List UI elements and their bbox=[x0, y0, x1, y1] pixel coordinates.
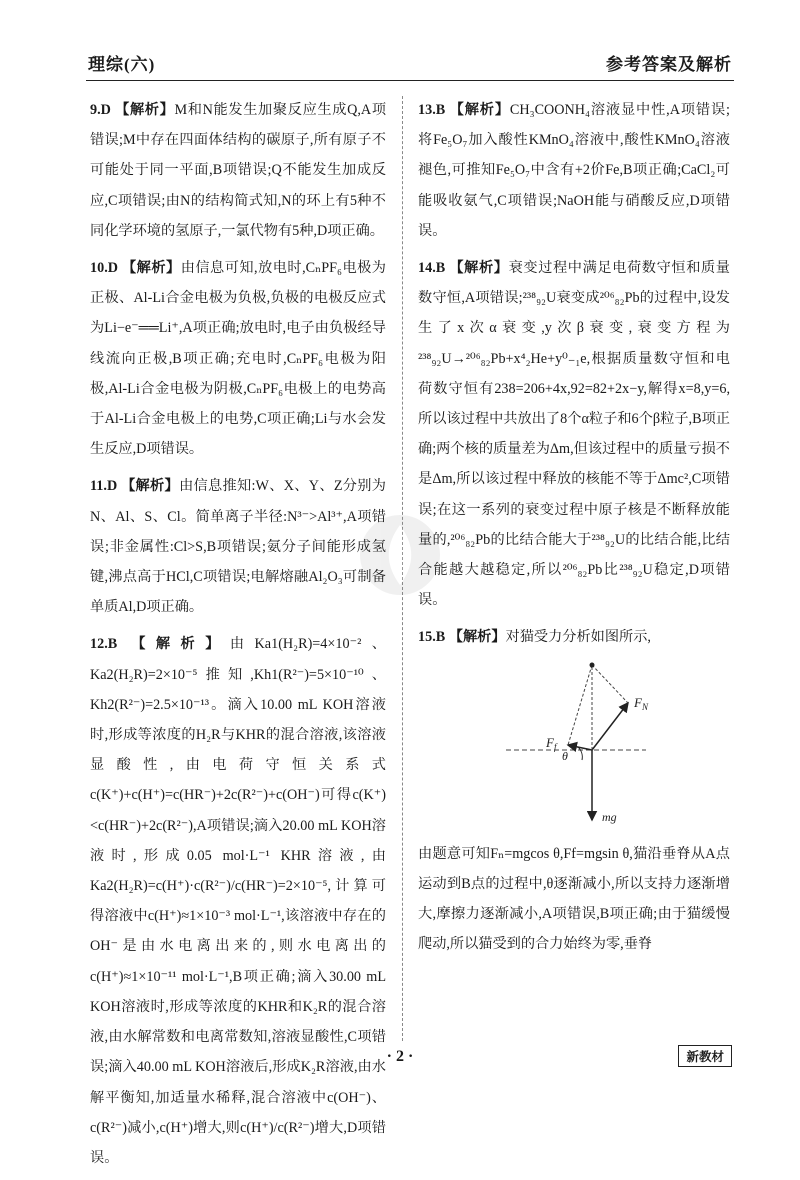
analysis-tag: 【解析】 bbox=[122, 260, 181, 277]
header-title-right: 参考答案及解析 bbox=[606, 55, 732, 74]
analysis-tag: 【解析】 bbox=[115, 102, 175, 118]
parallelogram-edge bbox=[592, 665, 628, 703]
cat-point bbox=[590, 662, 595, 667]
mg-label: mg bbox=[602, 809, 617, 824]
analysis-tag: 【解析】 bbox=[121, 478, 180, 495]
question-number: 12.B bbox=[90, 636, 118, 653]
analysis-tag: 【解析】 bbox=[448, 629, 506, 646]
fn-label-sub: N bbox=[641, 701, 648, 712]
question-15-continued bbox=[418, 839, 730, 960]
header-rule bbox=[86, 80, 734, 81]
svg-text:FN bbox=[633, 695, 649, 712]
question-11 bbox=[90, 471, 386, 622]
answer-text: 由信息推知:W、X、Y、Z分别为N、Al、S、Cl。简单离子半径:N³⁻>Al³⁺,A项错误;非金属性:Cl>S,B项错误;氨分子间能形成氢键,沸点高于HCl,C项错误;电解熔融Al₂O₃可制备单质Al,D项正确。 bbox=[90, 478, 386, 616]
question-13 bbox=[418, 95, 730, 246]
parallelogram-edge bbox=[568, 665, 592, 745]
fn-label: F bbox=[634, 694, 642, 710]
ff-label-sub: f bbox=[553, 741, 557, 752]
right-column bbox=[418, 95, 730, 966]
answer-text: 由Ka1(H₂R)=4×10⁻²、Ka2(H₂R)=2×10⁻⁵推知,Kh1(R²⁻)=5×10⁻¹⁰、Kh2(R²⁻)=2.5×10⁻¹³。滴入10.00 mL KOH溶液时,形成等浓度的H₂R与KHR的混合溶液,该溶液显酸性,由电荷守恒关系式c(K⁺)+c(H⁺)=c(HR⁻)+2c(R²⁻)+c(OH⁻)可得c(K⁺)<c(HR⁻)+2c(R²⁻),A项错误;滴入20.00 mL KOH溶液时,形成0.05 mol·L⁻¹ KHR溶液,由Ka2(H₂R)=c(H⁺)·c(R²⁻)/c(HR⁻)=2×10⁻⁵,计算可得溶液中c(H⁺)≈1×10⁻³ mol·L⁻¹,该溶液中存在的OH⁻是由水电离出来的,则水电离出的c(H⁺)≈1×10⁻¹¹ mol·L⁻¹,B项正确;滴入30.00 mL KOH溶液时,形成等浓度的KHR和K₂R的混合溶液,由水解常数和电离常数知,溶液显酸性,C项错误;滴入40.00 mL KOH溶液后,形成K₂R溶液,由水解平衡知,加适量水稀释,混合溶液中c(OH⁻)、c(R²⁻)减小,c(H⁺)增大,则c(H⁺)/c(R²⁻)增大,D项错误。 bbox=[90, 636, 386, 1166]
answer-text: CH₃COONH₄溶液显中性,A项错误;将Fe₅O₇加入酸性KMnO₄溶液中,酸性KMnO₄溶液褪色,可推知Fe₅O₇中含有+2价Fe,B项正确;CaCl₂可能吸收氨气,C项错误;NaOH能与硝酸反应,D项错误。 bbox=[418, 102, 730, 239]
page-number: · 2 · bbox=[386, 1048, 414, 1065]
force-diagram bbox=[418, 655, 730, 835]
theta-label: θ bbox=[562, 748, 568, 763]
theta-arc bbox=[578, 747, 582, 760]
question-12 bbox=[90, 629, 386, 1173]
normal-force-arrow bbox=[592, 703, 628, 750]
question-number: 10.D bbox=[90, 260, 118, 277]
question-9 bbox=[90, 95, 386, 246]
question-14 bbox=[418, 253, 730, 615]
svg-text:Ff bbox=[545, 735, 558, 752]
question-number: 11.D bbox=[90, 478, 118, 495]
header-title-left: 理综(六) bbox=[88, 55, 156, 74]
answer-text: 衰变过程中满足电荷数守恒和质量数守恒,A项错误;²³⁸₉₂U衰变成²⁰⁶₈₂Pb的过程中,设发生了x次α衰变,y次β衰变,衰变方程为²³⁸₉₂U→²⁰⁶₈₂Pb+x⁴₂He+y⁰₋₁e,根据质量数守恒和电荷数守恒有238=206+4x,92=82+2x−y,解得x=8,y=6,所以该过程中共放出了8个α粒子和6个β粒子,B项正确;两个核的质量差为Δm,但该过程中的质量亏损不是Δm,所以该过程中释放的核能不等于Δmc²,C项错误;在这一系列的衰变过程中原子核是不断释放能量的,²⁰⁶₈₂Pb的比结合能大于²³⁸₉₂U的比结合能,比结合能越大越稳定,所以²⁰⁶₈₂Pb比²³⁸₉₂U稳定,D项错误。 bbox=[418, 260, 730, 609]
brand-badge: 新教材 bbox=[678, 1045, 732, 1067]
question-15 bbox=[418, 622, 730, 652]
question-number: 9.D bbox=[90, 102, 111, 118]
analysis-tag: 【解析】 bbox=[449, 260, 509, 277]
answer-text: 由题意可知Fₙ=mgcos θ,Ff=mgsin θ,猫沿垂脊从A点运动到B点的过程中,θ逐渐减小,所以支持力逐渐增大,摩擦力逐渐减小,A项错误,B项正确;由于猫缓慢爬动,所以猫受到的合力始终为零,垂脊 bbox=[418, 845, 730, 953]
left-column bbox=[90, 95, 386, 1180]
question-number: 15.B bbox=[418, 629, 446, 646]
question-number: 14.B bbox=[418, 260, 446, 277]
analysis-tag: 【解析】 bbox=[131, 636, 230, 653]
answer-text: M和N能发生加聚反应生成Q,A项错误;M中存在四面体结构的碳原子,所有原子不可能处于同一平面,B项错误;Q不能发生加成反应,C项错误;由N的结构简式知,N的环上有5种不同化学环境的氢原子,一氯代物有5种,D项正确。 bbox=[90, 102, 387, 239]
question-10 bbox=[90, 253, 386, 464]
question-number: 13.B bbox=[418, 102, 446, 118]
answer-text: 由信息可知,放电时,CₙPF₆电极为正极、Al-Li合金电极为负极,负极的电极反应式为Li−e⁻══Li⁺,A项正确;放电时,电子由负极经导线流向正极,B项正确;充电时,CₙPF₆电极为阳极,Al-Li合金电极为阴极,CₙPF₆电极上的电势高于Al-Li合金电极上的电势,C项正确;Li与水会发生反应,D项错误。 bbox=[90, 260, 386, 458]
answer-text: 对猫受力分析如图所示, bbox=[505, 629, 651, 646]
ff-label: F bbox=[546, 734, 554, 750]
analysis-tag: 【解析】 bbox=[449, 102, 510, 118]
